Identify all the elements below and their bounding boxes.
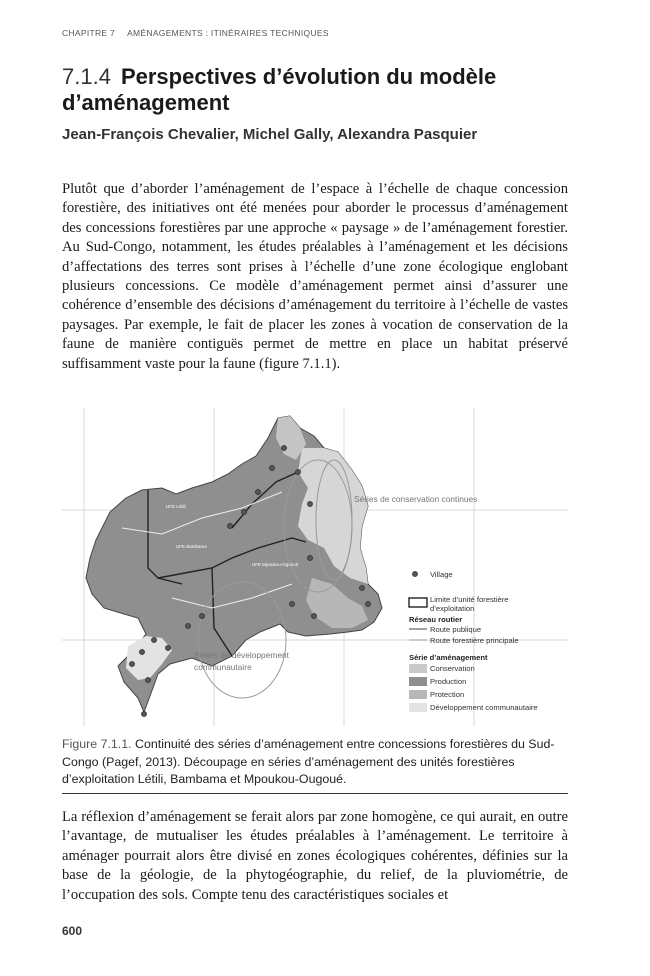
- label-ufe-mpoukou: UFE Mpoukou-Ogooué: [252, 562, 299, 567]
- label-ufe-letili: UFE Létili: [166, 504, 186, 509]
- paragraph-1: Plutôt que d’aborder l’aménagement de l’espace à l’échelle de chaque concession forestière, des initiatives ont été menées pour aborder le processus d’aménagement des concessions forestières par une approche « paysage » de l’aménagement forestier. Au Sud-Congo, notamment, les études préalables à l’aménagement et les décisions d’affectations des terres sont prises à l’échelle d’une zone écologique englobant plusieurs concessions. Ce modèle d’aménagement permet ainsi d’assurer une cohérence d’ensemble des décisions d’aménagement du territoire à l’échelle de vastes paysages. Par exemple, le fait de placer les zones à vocation de conservation de la faune de manière contiguës permet de mettre en place un habitat préservé suffisamment vaste pour la faune (figure 7.1.1).: [62, 181, 568, 372]
- caption-text: Continuité des séries d’aménagement entre concessions forestières du Sud-Congo (Pagef, 2013). Découpage en séries d’aménagement des unités forestières d’exploitation Létili, Bambama et Mpoukou-Ougoué.: [62, 737, 555, 786]
- label-development-2: communautaire: [194, 662, 252, 672]
- running-head-title: AMÉNAGEMENTS : ITINÉRAIRES TECHNIQUES: [127, 28, 329, 38]
- map-legend: [409, 570, 538, 712]
- label-conservation: Séries de conservation continues: [354, 494, 478, 504]
- legend-limit-2: d’exploitation: [430, 604, 475, 613]
- legend-development-swatch: [409, 703, 427, 712]
- running-head: [62, 28, 329, 38]
- paragraph-2: La réflexion d’aménagement se ferait alors par zone homogène, ce qui aurait, en outre l’avantage, de mutualiser les études préalables à l’aménagement. Le territoire à aménager pourrait alors être divisé en zones écologiques cohérentes, définies sur la base de la géologie, de la phytogéographie, du relief, de la pluviométrie, de l’occupation des sols. Compte tenu des caractéristiques sociales et: [62, 809, 568, 903]
- figure-map: [62, 408, 568, 726]
- label-ufe-bambama: UFE Bambama: [176, 544, 207, 549]
- legend-production: Production: [430, 677, 467, 686]
- legend-road-public: Route publique: [430, 625, 482, 634]
- section-heading: [62, 64, 582, 116]
- section-title: Perspectives d’évolution du modèle d’aménagement: [62, 64, 497, 115]
- authors: Jean-François Chevalier, Michel Gally, Alexandra Pasquier: [62, 126, 478, 143]
- figure-caption: [62, 736, 568, 794]
- legend-conservation: Conservation: [430, 664, 475, 673]
- legend-protection: Protection: [430, 690, 465, 699]
- map-development-zone: [126, 636, 172, 680]
- running-head-chapter: CHAPITRE 7: [62, 28, 116, 38]
- map-svg: [62, 408, 568, 726]
- legend-limit-1: Limite d’unité forestière: [430, 595, 509, 604]
- page-number: 600: [62, 924, 83, 938]
- legend-production-swatch: [409, 677, 427, 686]
- legend-protection-swatch: [409, 690, 427, 699]
- legend-road-title: Réseau routier: [409, 615, 463, 624]
- legend-village-icon: [412, 571, 417, 576]
- caption-label: Figure 7.1.1.: [62, 737, 132, 751]
- label-development-1: Séries de développement: [194, 650, 289, 660]
- legend-road-forest: Route forestière principale: [430, 636, 519, 645]
- legend-village: Village: [430, 570, 453, 579]
- legend-series-title: Série d’aménagement: [409, 653, 488, 662]
- section-number: 7.1.4: [62, 64, 111, 89]
- legend-development: Développement communautaire: [430, 703, 538, 712]
- legend-limit-icon: [409, 598, 427, 607]
- legend-conservation-swatch: [409, 664, 427, 673]
